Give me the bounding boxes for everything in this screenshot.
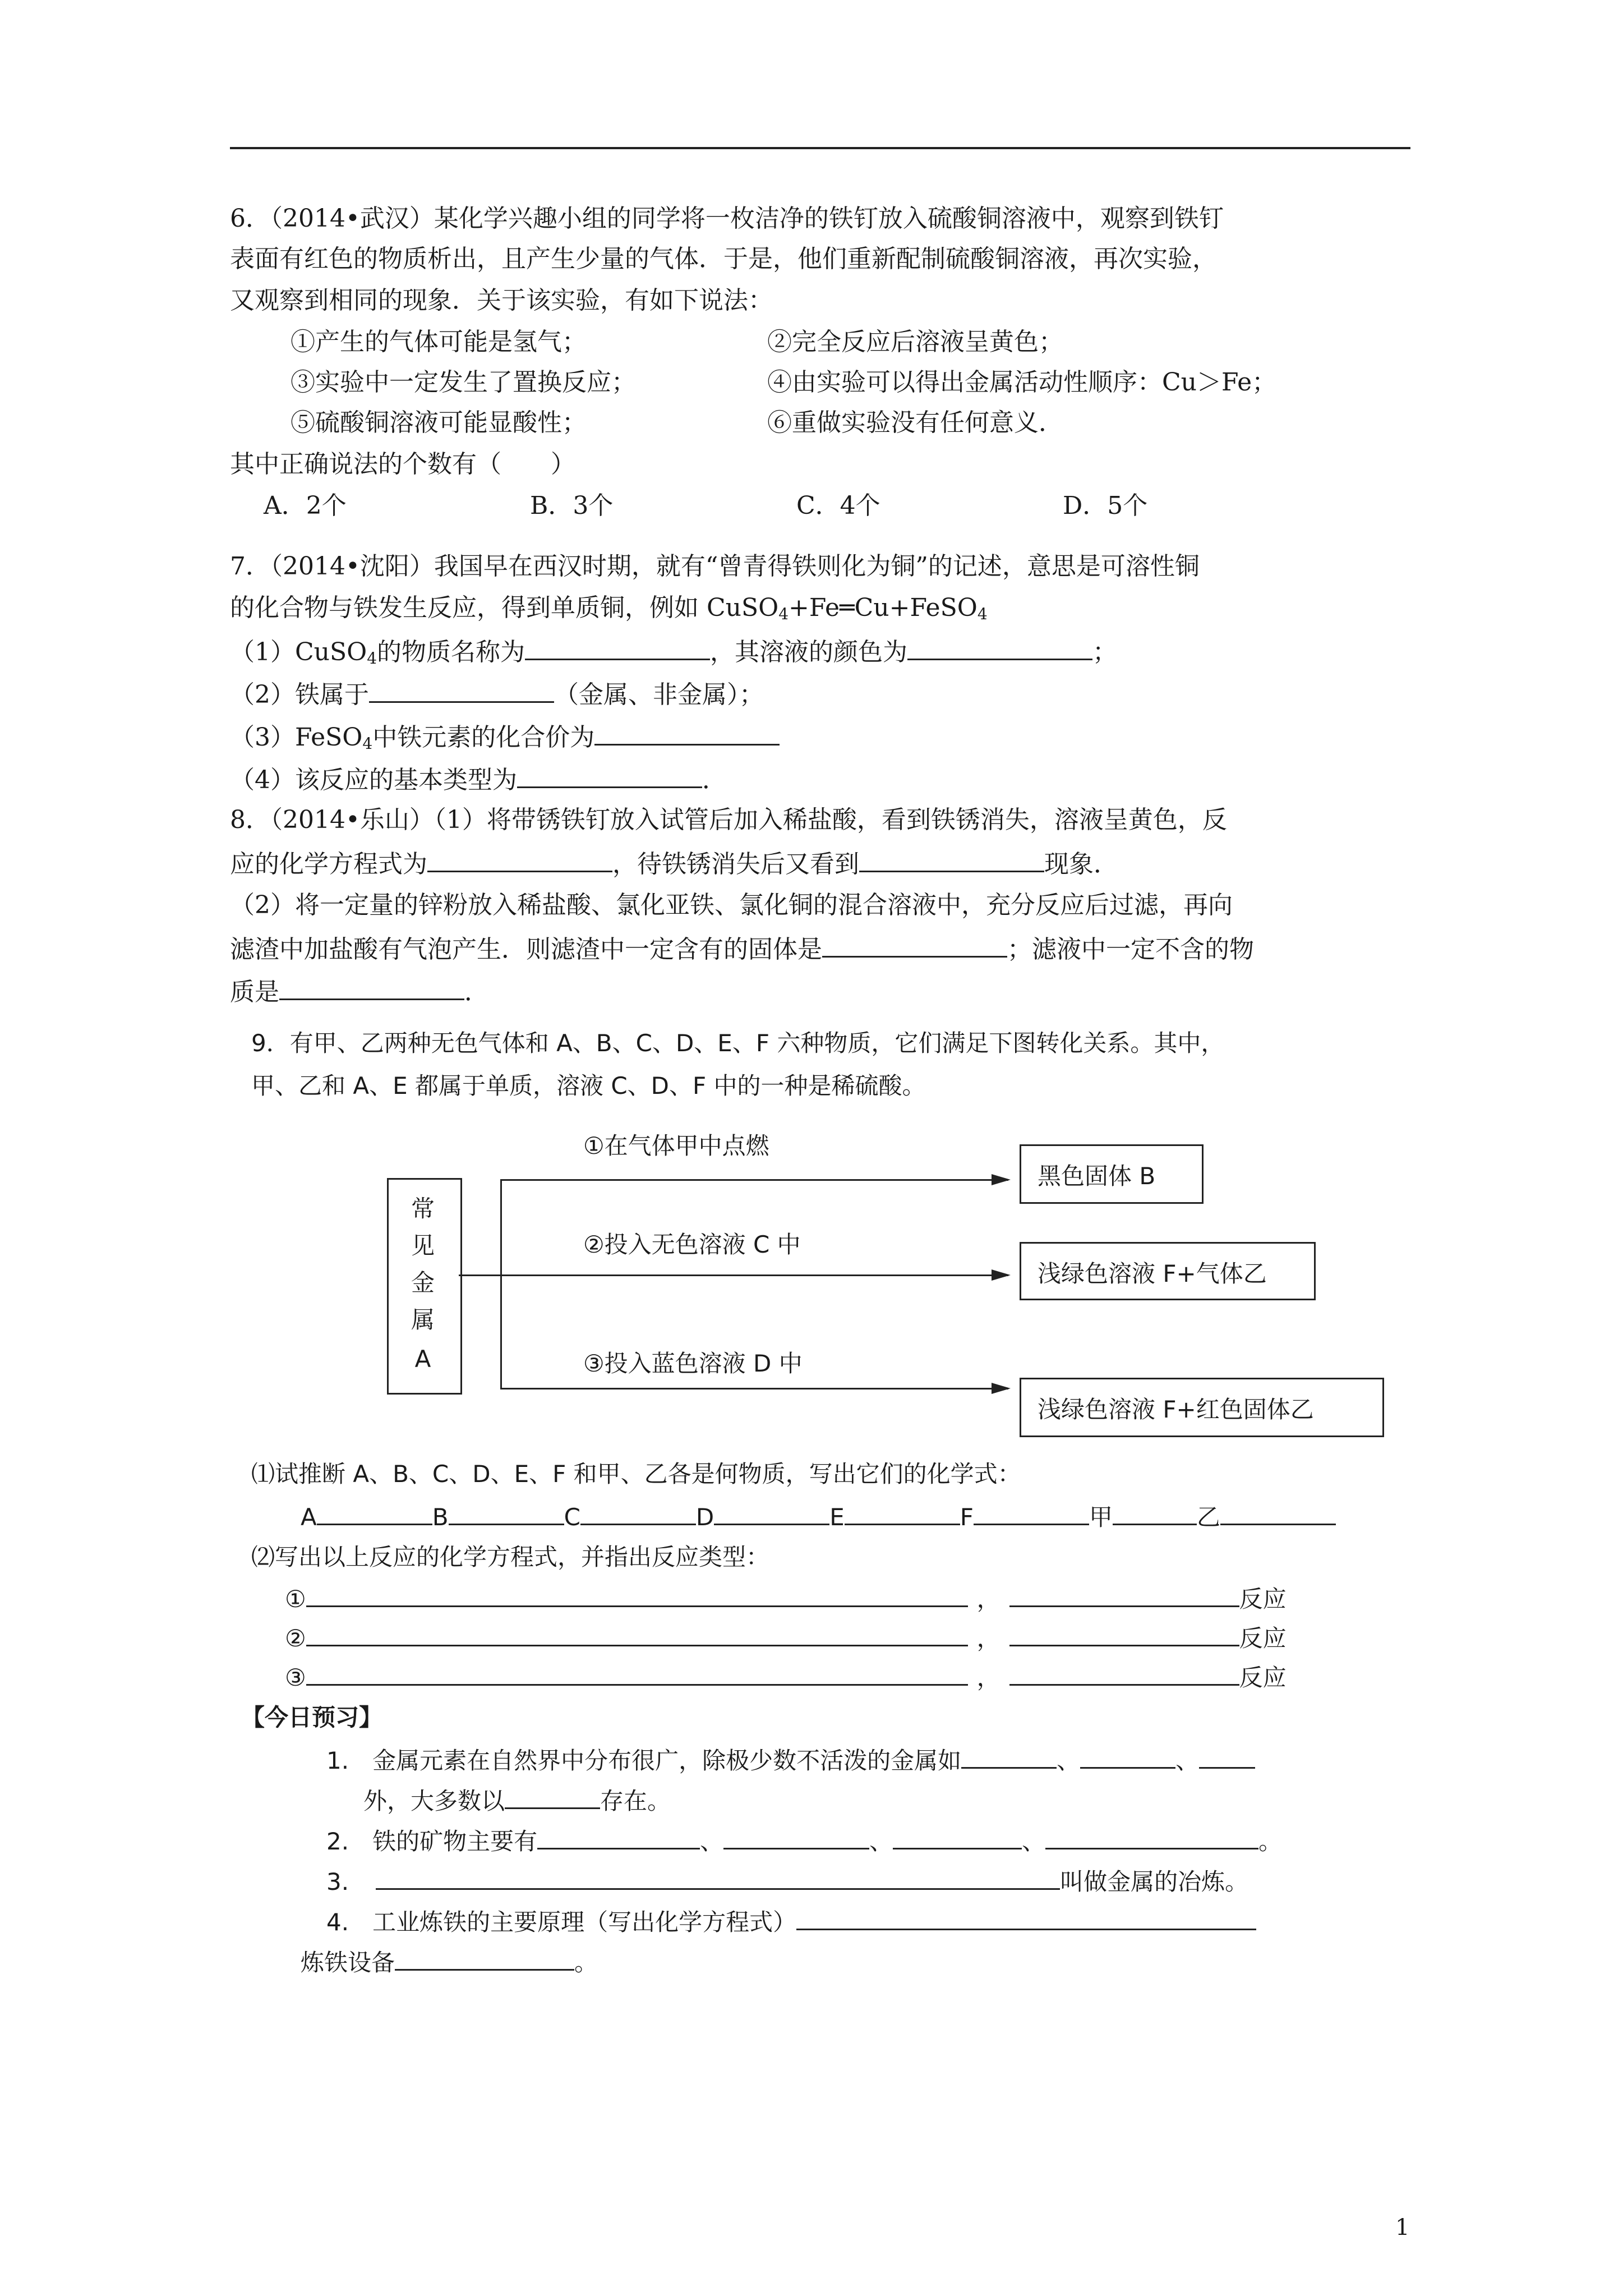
q6-statement-3: ③实验中一定发生了置换反应； [291, 368, 636, 397]
q7-solution-color-blank[interactable] [907, 634, 1092, 660]
q8-line1: 8．（2014•乐山）（1）将带锈铁钉放入试管后加入稀盐酸，看到铁锈消失，溶液呈黄色，反 [230, 806, 1227, 834]
formula-label-d: D [695, 1503, 714, 1531]
reaction-type-blank-2[interactable] [1009, 1620, 1239, 1646]
metal-box-char-3: 金 [411, 1269, 435, 1296]
preview-heading: 【今日预习】 [241, 1704, 383, 1731]
preview-item-1: 1. 金属元素在自然界中分布很广，除极少数不活泼的金属如 、 、 [326, 1742, 1255, 1778]
step-2-label: ②投入无色溶液 C 中 [583, 1231, 801, 1258]
smelting-definition-blank[interactable] [376, 1864, 1060, 1890]
iron-ore-blank-1[interactable] [537, 1823, 700, 1849]
equation-row-2: ② ， 反应 [285, 1620, 1287, 1655]
formula-blank-d[interactable] [714, 1499, 829, 1525]
equation-row-3: ③ ， 反应 [285, 1659, 1287, 1695]
q7-line2: 的化合物与铁发生反应，得到单质铜，例如 CuSO$_4$+Fe═Cu+FeSO$_4$ [230, 593, 988, 623]
q9-line2: 甲、乙和 A、E 都属于单质，溶液 C、D、F 中的一种是稀硫酸。 [251, 1072, 926, 1099]
formula-blank-yi[interactable] [1220, 1499, 1336, 1525]
arrow-2-line [459, 1274, 1008, 1276]
q8-line4: 滤渣中加盐酸有气泡产生．则滤渣中一定含有的固体是 ；滤液中一定不含的物 [230, 931, 1254, 967]
q6-statement-6: ⑥重做实验没有任何意义． [767, 408, 1063, 437]
q6-option-a: A．2个 [264, 491, 347, 520]
arrow-2-head [992, 1269, 1011, 1281]
header-rule [230, 147, 1410, 149]
q6-line1: 6．（2014•武汉）某化学兴趣小组的同学将一枚洁净的铁钉放入硫酸铜溶液中，观察到铁钉 [230, 204, 1224, 233]
q9-line1: 9．有甲、乙两种无色气体和 A、B、C、D、E、F 六种物质，它们满足下图转化关系。其中， [251, 1029, 1225, 1057]
formula-blank-a[interactable] [317, 1499, 432, 1525]
formula-label-b: B [432, 1503, 449, 1531]
iron-ore-blank-3[interactable] [893, 1823, 1022, 1849]
result-3-label: 浅绿色溶液 F+红色固体乙 [1038, 1396, 1314, 1423]
formula-label-yi: 乙 [1196, 1503, 1220, 1531]
q9-formula-blanks [301, 1499, 1336, 1534]
formula-label-f: F [960, 1503, 974, 1531]
q7-iron-category-blank[interactable] [369, 677, 554, 703]
q9-part1: ⑴试推断 A、B、C、D、E、F 和甲、乙各是何物质，写出它们的化学式： [251, 1460, 1021, 1488]
ironmaking-equation-blank[interactable] [796, 1904, 1256, 1930]
equation-row-1: ① ， 反应 [285, 1581, 1287, 1616]
ironmaking-equipment-blank[interactable] [395, 1944, 574, 1971]
arrow-3-head [992, 1383, 1011, 1394]
q8-residue-blank[interactable] [822, 931, 1007, 958]
q8-filtrate-blank[interactable] [279, 974, 464, 1000]
page-number: 1 [1395, 2215, 1410, 2240]
iron-ore-blank-4[interactable] [1045, 1823, 1258, 1849]
formula-label-a: A [301, 1503, 317, 1531]
arrow-1-head [992, 1174, 1011, 1185]
q8-phenomenon-blank[interactable] [859, 846, 1044, 872]
q6-statement-4: ④由实验可以得出金属活动性顺序：Cu＞Fe； [767, 368, 1277, 397]
q6-statement-5: ⑤硫酸铜溶液可能显酸性； [291, 408, 587, 437]
result-2-label: 浅绿色溶液 F+气体乙 [1038, 1260, 1267, 1287]
q8-equation-blank[interactable] [427, 846, 612, 872]
formula-blank-jia[interactable] [1113, 1499, 1197, 1525]
q7-line1: 7．（2014•沈阳）我国早在西汉时期，就有“曾青得铁则化为铜”的记述，意思是可溶性铜 [230, 552, 1200, 581]
q6-option-d: D．5个 [1063, 491, 1148, 520]
q7-part4: （4）该反应的基本类型为 ． [230, 762, 727, 797]
metal-box-char-1: 常 [411, 1195, 435, 1222]
equation-blank-3[interactable] [306, 1659, 968, 1686]
inactive-metal-blank-1[interactable] [961, 1742, 1057, 1769]
preview-item-4-cont: 炼铁设备 。 [301, 1944, 598, 1980]
preview-item-1-cont: 外，大多数以 存在。 [363, 1783, 671, 1818]
metal-box-char-5: A [414, 1345, 431, 1373]
inactive-metal-blank-2[interactable] [1080, 1742, 1175, 1769]
reaction-type-blank-1[interactable] [1009, 1581, 1239, 1607]
metal-box-char-4: 属 [411, 1306, 435, 1333]
equation-blank-2[interactable] [306, 1620, 968, 1646]
q9-part2: ⑵写出以上反应的化学方程式，并指出反应类型： [251, 1543, 770, 1571]
q7-part2: （2）铁属于 （金属、非金属）； [230, 677, 764, 712]
arrow-1-line [500, 1179, 1008, 1181]
q6-statement-2: ②完全反应后溶液呈黄色； [767, 328, 1063, 356]
preview-item-2: 2. 铁的矿物主要有 、 、 、 。 [326, 1823, 1282, 1858]
formula-blank-e[interactable] [845, 1499, 960, 1525]
q6-option-c: C．4个 [796, 491, 880, 520]
formula-blank-b[interactable] [449, 1499, 564, 1525]
inactive-metal-blank-3[interactable] [1199, 1742, 1255, 1769]
formula-blank-c[interactable] [580, 1499, 696, 1525]
formula-label-c: C [564, 1503, 580, 1531]
equation-blank-1[interactable] [306, 1581, 968, 1607]
q8-line5: 质是 ． [230, 974, 489, 1009]
q7-part1: （1）CuSO$_4$的物质名称为 ，其溶液的颜色为 ； [230, 634, 1117, 675]
formula-label-jia: 甲 [1089, 1503, 1113, 1531]
existence-form-blank[interactable] [505, 1783, 600, 1809]
metal-box-char-2: 见 [411, 1232, 435, 1259]
q8-line2: 应的化学方程式为 ，待铁锈消失后又看到 现象． [230, 846, 1118, 881]
reaction-type-blank-3[interactable] [1009, 1659, 1239, 1686]
step-1-label: ①在气体甲中点燃 [583, 1132, 769, 1159]
branch-vertical-line [500, 1179, 502, 1388]
q6-line3: 又观察到相同的现象．关于该实验，有如下说法： [230, 286, 773, 315]
q7-reaction-type-blank[interactable] [517, 762, 702, 788]
q6-line2: 表面有红色的物质析出，且产生少量的气体．于是，他们重新配制硫酸铜溶液，再次实验， [230, 245, 1217, 273]
iron-ore-blank-2[interactable] [723, 1823, 869, 1849]
formula-blank-f[interactable] [974, 1499, 1089, 1525]
formula-label-e: E [829, 1503, 845, 1531]
q8-line3: （2）将一定量的锌粉放入稀盐酸、氯化亚铁、氯化铜的混合溶液中，充分反应后过滤，再向 [230, 891, 1233, 919]
step-3-label: ③投入蓝色溶液 D 中 [583, 1350, 803, 1377]
q6-question: 其中正确说法的个数有（ ） [230, 450, 575, 478]
result-1-label: 黑色固体 B [1038, 1162, 1156, 1190]
q6-option-b: B．3个 [530, 491, 614, 520]
preview-item-3: 3. 叫做金属的冶炼。 [326, 1864, 1248, 1899]
preview-item-4: 4. 工业炼铁的主要原理（写出化学方程式） [326, 1904, 1256, 1939]
arrow-3-line [500, 1388, 1008, 1389]
q7-substance-name-blank[interactable] [525, 634, 710, 660]
q6-statement-1: ①产生的气体可能是氢气； [291, 328, 587, 356]
q7-part3: （3）FeSO$_4$中铁元素的化合价为 [230, 719, 780, 761]
q7-valence-blank[interactable] [594, 719, 780, 746]
